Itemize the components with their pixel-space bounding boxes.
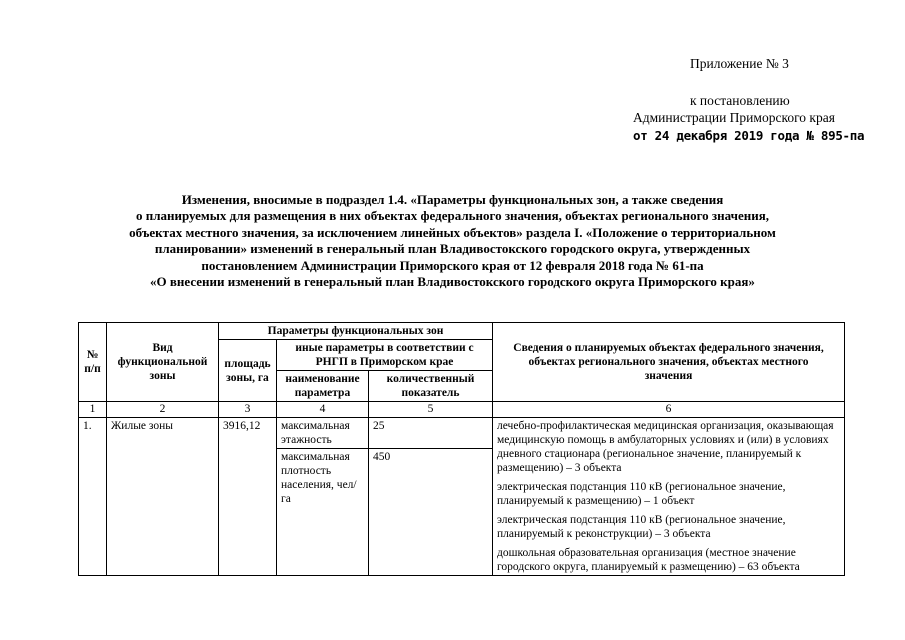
- header-area: площадь зоны, га: [219, 340, 277, 402]
- title-line: объектах местного значения, за исключением линейных объектов» раздела I. «Положение о территориальном: [129, 224, 776, 240]
- title-line: «О внесении изменений в генеральный план Владивостокского городского округа Приморского края»: [150, 274, 755, 290]
- zones-table: [78, 322, 845, 576]
- row-num: 1.: [79, 418, 107, 576]
- header-objects-info: Сведения о планируемых объектах федерального значения, объектах регионального значения, объектах местного значения: [493, 323, 845, 402]
- header-zone-params: Параметры функциональных зон: [219, 323, 493, 340]
- header-num: № п/п: [79, 323, 107, 402]
- row-area: 3916,12: [219, 418, 277, 576]
- column-number: 3: [219, 402, 277, 418]
- title-line: Изменения, вносимые в подраздел 1.4. «Параметры функциональных зон, а также сведения: [181, 192, 724, 207]
- object-entry: электрическая подстанция 110 кВ (региональное значение, планируемый к размещению) – 1 объект: [497, 481, 786, 507]
- title-line: планировании» изменений в генеральный план Владивостокского городского округа, утвержденных: [154, 241, 751, 257]
- objects-info-cell: [493, 418, 845, 576]
- object-entry: электрическая подстанция 110 кВ (региональное значение, планируемый к реконструкции) – 3 объекта: [497, 514, 786, 540]
- column-number: 6: [493, 402, 845, 418]
- column-numbers-row: [79, 402, 845, 418]
- header-other-params: иные параметры в соответствии с РНГП в Приморском крае: [277, 340, 493, 371]
- row-zone-type: Жилые зоны: [107, 418, 219, 576]
- table-row: [79, 418, 845, 449]
- column-number: 4: [277, 402, 369, 418]
- object-entry: лечебно-профилактическая медицинская организация, оказывающая медицинскую помощь в амбулаторных условиях и (или) в условиях дневного стационара (региональное значение, планируемый к размещению) – 3 объекта: [497, 420, 834, 474]
- param-value-floors: 25: [369, 418, 493, 449]
- object-entry: дошкольная образовательная организация (местное значение городского округа, планируемый к размещению) – 63 объекта: [497, 547, 800, 573]
- param-value-density: 450: [369, 449, 493, 576]
- header-param-value: количественный показатель: [369, 371, 493, 402]
- appendix-number: Приложение № 3: [690, 56, 789, 71]
- title-line: о планируемых для размещения в них объектах федерального значения, объектах регионального значения,: [135, 208, 769, 224]
- column-number: 5: [369, 402, 493, 418]
- column-number: 1: [79, 402, 107, 418]
- administration-name: Администрации Приморского края: [633, 110, 835, 125]
- header-zone-type: Вид функциональной зоны: [107, 323, 219, 402]
- document-title: [60, 192, 845, 290]
- param-name-floors: максимальная этажность: [277, 418, 369, 449]
- decree-date-stamp: от 24 декабря 2019 года № 895-па: [633, 128, 865, 143]
- param-name-density: максимальная плотность населения, чел/га: [277, 449, 369, 576]
- title-line: постановлением Администрации Приморского края от 12 февраля 2018 года № 61-па: [201, 257, 704, 273]
- to-decree-label: к постановлению: [690, 93, 790, 108]
- column-number: 2: [107, 402, 219, 418]
- header-param-name: наименование параметра: [277, 371, 369, 402]
